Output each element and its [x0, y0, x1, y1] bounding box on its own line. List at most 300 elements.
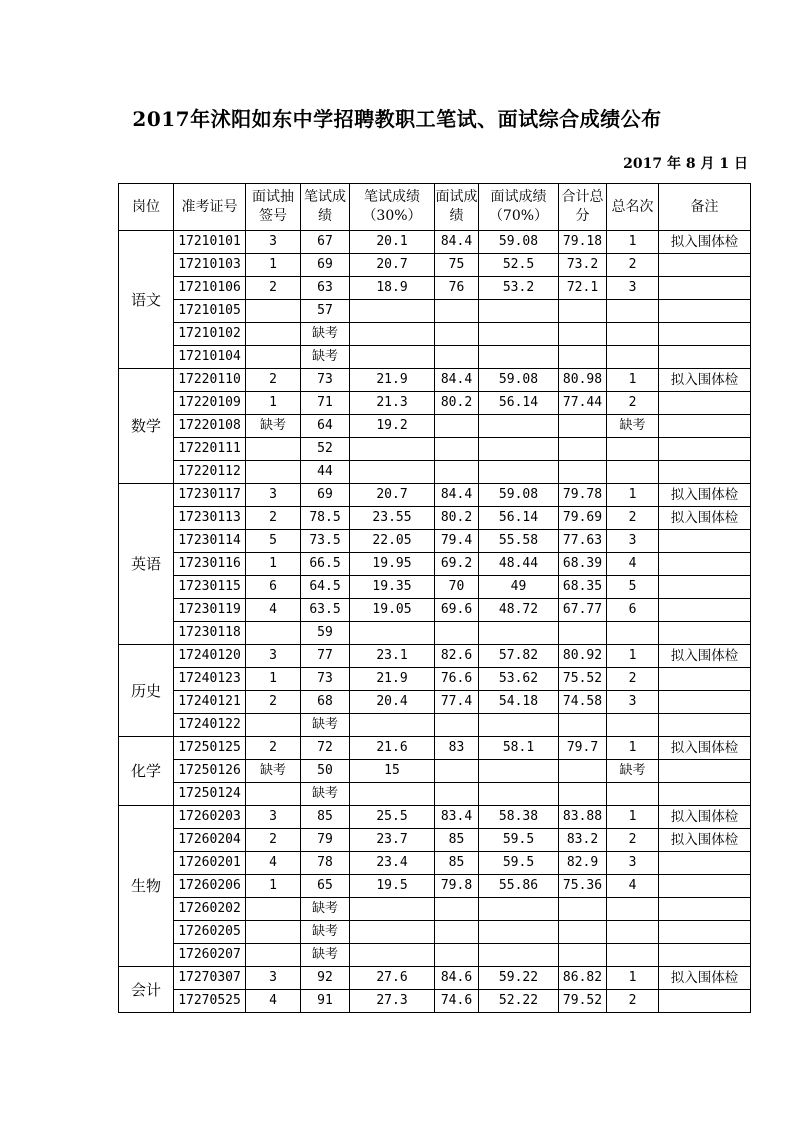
draw-number-cell: 2: [246, 277, 301, 300]
total-cell: [559, 438, 607, 461]
written-30-cell: [350, 783, 435, 806]
interview-70-cell: [479, 323, 559, 346]
exam-id-cell: 17250125: [174, 737, 246, 760]
draw-number-cell: 2: [246, 369, 301, 392]
table-row: [119, 507, 751, 530]
exam-id-cell: 17230114: [174, 530, 246, 553]
total-cell: [559, 714, 607, 737]
written-score-cell: 66.5: [301, 553, 350, 576]
col-header-written-score: 笔试成绩: [301, 184, 350, 231]
written-30-cell: 23.7: [350, 829, 435, 852]
table-row: [119, 300, 751, 323]
total-cell: 79.78: [559, 484, 607, 507]
col-header-remark: 备注: [659, 184, 751, 231]
exam-id-cell: 17250124: [174, 783, 246, 806]
rank-cell: 2: [607, 392, 659, 415]
interview-70-cell: [479, 415, 559, 438]
written-score-cell: 44: [301, 461, 350, 484]
remark-cell: 拟入围体检: [659, 967, 751, 990]
interview-70-cell: 49: [479, 576, 559, 599]
total-cell: [559, 415, 607, 438]
exam-id-cell: 17220111: [174, 438, 246, 461]
table-row: [119, 990, 751, 1013]
remark-cell: 拟入围体检: [659, 806, 751, 829]
post-cell: 英语: [119, 484, 174, 645]
rank-cell: [607, 944, 659, 967]
draw-number-cell: [246, 300, 301, 323]
interview-score-cell: 80.2: [435, 392, 479, 415]
remark-cell: [659, 346, 751, 369]
interview-70-cell: 58.1: [479, 737, 559, 760]
written-score-cell: 91: [301, 990, 350, 1013]
table-row: [119, 553, 751, 576]
interview-70-cell: 54.18: [479, 691, 559, 714]
written-30-cell: 21.9: [350, 668, 435, 691]
rank-cell: 2: [607, 990, 659, 1013]
written-score-cell: 78.5: [301, 507, 350, 530]
interview-70-cell: 59.08: [479, 231, 559, 254]
total-cell: 68.39: [559, 553, 607, 576]
rank-cell: 1: [607, 484, 659, 507]
total-cell: 75.52: [559, 668, 607, 691]
exam-id-cell: 17230115: [174, 576, 246, 599]
page-title: 2017年沭阳如东中学招聘教职工笔试、面试综合成绩公布: [132, 107, 662, 131]
written-30-cell: [350, 714, 435, 737]
exam-id-cell: 17270525: [174, 990, 246, 1013]
written-30-cell: 21.9: [350, 369, 435, 392]
col-header-rank: 总名次: [607, 184, 659, 231]
written-30-cell: 23.55: [350, 507, 435, 530]
rank-cell: 3: [607, 691, 659, 714]
interview-70-cell: 55.58: [479, 530, 559, 553]
draw-number-cell: 4: [246, 852, 301, 875]
total-cell: 80.98: [559, 369, 607, 392]
exam-id-cell: 17240122: [174, 714, 246, 737]
interview-score-cell: 83.4: [435, 806, 479, 829]
total-cell: [559, 622, 607, 645]
exam-id-cell: 17260207: [174, 944, 246, 967]
rank-cell: 2: [607, 829, 659, 852]
rank-cell: 2: [607, 507, 659, 530]
rank-cell: 缺考: [607, 760, 659, 783]
draw-number-cell: [246, 714, 301, 737]
remark-cell: [659, 691, 751, 714]
col-header-total: 合计总分: [559, 184, 607, 231]
draw-number-cell: 3: [246, 806, 301, 829]
draw-number-cell: 3: [246, 231, 301, 254]
interview-70-cell: 59.5: [479, 852, 559, 875]
rank-cell: 3: [607, 530, 659, 553]
table-row: [119, 829, 751, 852]
written-30-cell: 18.9: [350, 277, 435, 300]
table-row: [119, 737, 751, 760]
table-row: [119, 967, 751, 990]
draw-number-cell: [246, 346, 301, 369]
rank-cell: 1: [607, 806, 659, 829]
exam-id-cell: 17240121: [174, 691, 246, 714]
remark-cell: [659, 668, 751, 691]
remark-cell: [659, 254, 751, 277]
total-cell: 82.9: [559, 852, 607, 875]
total-cell: [559, 783, 607, 806]
interview-score-cell: [435, 415, 479, 438]
interview-score-cell: [435, 898, 479, 921]
post-cell: 化学: [119, 737, 174, 806]
total-cell: 79.7: [559, 737, 607, 760]
interview-70-cell: [479, 300, 559, 323]
rank-cell: 6: [607, 599, 659, 622]
written-score-cell: 52: [301, 438, 350, 461]
interview-70-cell: 58.38: [479, 806, 559, 829]
exam-id-cell: 17250126: [174, 760, 246, 783]
interview-score-cell: 69.6: [435, 599, 479, 622]
written-score-cell: 68: [301, 691, 350, 714]
written-score-cell: 77: [301, 645, 350, 668]
scores-table: [118, 183, 751, 1013]
remark-cell: [659, 622, 751, 645]
draw-number-cell: 4: [246, 990, 301, 1013]
interview-70-cell: 52.5: [479, 254, 559, 277]
total-cell: 67.77: [559, 599, 607, 622]
remark-cell: [659, 530, 751, 553]
written-score-cell: 57: [301, 300, 350, 323]
total-cell: 79.69: [559, 507, 607, 530]
exam-id-cell: 17260201: [174, 852, 246, 875]
written-30-cell: 19.5: [350, 875, 435, 898]
rank-cell: 3: [607, 277, 659, 300]
total-cell: 77.63: [559, 530, 607, 553]
interview-score-cell: 75: [435, 254, 479, 277]
col-header-written-30: 笔试成绩（30%）: [350, 184, 435, 231]
interview-score-cell: 85: [435, 852, 479, 875]
remark-cell: [659, 898, 751, 921]
written-score-cell: 71: [301, 392, 350, 415]
written-30-cell: 27.6: [350, 967, 435, 990]
interview-70-cell: [479, 944, 559, 967]
col-header-draw-number: 面试抽签号: [246, 184, 301, 231]
written-30-cell: [350, 346, 435, 369]
draw-number-cell: 1: [246, 553, 301, 576]
exam-id-cell: 17210105: [174, 300, 246, 323]
table-row: [119, 760, 751, 783]
rank-cell: 1: [607, 231, 659, 254]
total-cell: 86.82: [559, 967, 607, 990]
table-row: [119, 392, 751, 415]
interview-70-cell: 56.14: [479, 507, 559, 530]
table-row: [119, 484, 751, 507]
written-30-cell: 15: [350, 760, 435, 783]
written-score-cell: 50: [301, 760, 350, 783]
remark-cell: [659, 990, 751, 1013]
table-row: [119, 346, 751, 369]
total-cell: 79.52: [559, 990, 607, 1013]
remark-cell: 拟入围体检: [659, 369, 751, 392]
written-30-cell: 20.1: [350, 231, 435, 254]
written-score-cell: 缺考: [301, 898, 350, 921]
interview-70-cell: 59.22: [479, 967, 559, 990]
draw-number-cell: [246, 622, 301, 645]
rank-cell: 1: [607, 645, 659, 668]
table-row: [119, 944, 751, 967]
written-score-cell: 缺考: [301, 346, 350, 369]
rank-cell: [607, 622, 659, 645]
interview-70-cell: [479, 714, 559, 737]
written-score-cell: 72: [301, 737, 350, 760]
remark-cell: [659, 576, 751, 599]
exam-id-cell: 17220109: [174, 392, 246, 415]
table-row: [119, 415, 751, 438]
table-row: [119, 875, 751, 898]
written-30-cell: [350, 323, 435, 346]
exam-id-cell: 17260206: [174, 875, 246, 898]
interview-70-cell: 56.14: [479, 392, 559, 415]
interview-score-cell: [435, 944, 479, 967]
draw-number-cell: 缺考: [246, 415, 301, 438]
draw-number-cell: [246, 944, 301, 967]
post-cell: 数学: [119, 369, 174, 484]
post-cell: 生物: [119, 806, 174, 967]
written-score-cell: 64.5: [301, 576, 350, 599]
exam-id-cell: 17260205: [174, 921, 246, 944]
interview-score-cell: [435, 622, 479, 645]
written-score-cell: 63.5: [301, 599, 350, 622]
interview-70-cell: 48.44: [479, 553, 559, 576]
interview-score-cell: 84.4: [435, 369, 479, 392]
interview-score-cell: 74.6: [435, 990, 479, 1013]
written-score-cell: 85: [301, 806, 350, 829]
rank-cell: [607, 461, 659, 484]
table-row: [119, 806, 751, 829]
rank-cell: 4: [607, 553, 659, 576]
draw-number-cell: 3: [246, 645, 301, 668]
total-cell: 77.44: [559, 392, 607, 415]
rank-cell: [607, 346, 659, 369]
interview-score-cell: [435, 783, 479, 806]
table-row: [119, 668, 751, 691]
total-cell: 73.2: [559, 254, 607, 277]
table-row: [119, 438, 751, 461]
written-30-cell: [350, 898, 435, 921]
table-row: [119, 599, 751, 622]
total-cell: 83.88: [559, 806, 607, 829]
interview-70-cell: 53.62: [479, 668, 559, 691]
interview-score-cell: [435, 714, 479, 737]
written-score-cell: 缺考: [301, 323, 350, 346]
written-30-cell: 20.7: [350, 484, 435, 507]
interview-score-cell: 84.6: [435, 967, 479, 990]
interview-score-cell: 76.6: [435, 668, 479, 691]
written-30-cell: 19.35: [350, 576, 435, 599]
draw-number-cell: 5: [246, 530, 301, 553]
interview-70-cell: [479, 783, 559, 806]
interview-score-cell: [435, 760, 479, 783]
draw-number-cell: 2: [246, 737, 301, 760]
written-30-cell: 20.4: [350, 691, 435, 714]
written-30-cell: 23.1: [350, 645, 435, 668]
total-cell: [559, 921, 607, 944]
written-score-cell: 78: [301, 852, 350, 875]
scores-body: [119, 231, 751, 1013]
table-row: [119, 622, 751, 645]
written-score-cell: 73: [301, 369, 350, 392]
rank-cell: [607, 438, 659, 461]
total-cell: 80.92: [559, 645, 607, 668]
draw-number-cell: [246, 783, 301, 806]
interview-score-cell: 69.2: [435, 553, 479, 576]
publish-date: 2017 年 8 月 1 日: [623, 156, 748, 172]
written-30-cell: 21.3: [350, 392, 435, 415]
post-cell: 历史: [119, 645, 174, 737]
remark-cell: 拟入围体检: [659, 507, 751, 530]
interview-70-cell: [479, 461, 559, 484]
remark-cell: [659, 392, 751, 415]
written-30-cell: [350, 921, 435, 944]
interview-score-cell: 84.4: [435, 231, 479, 254]
header-row: [119, 184, 751, 231]
written-30-cell: 27.3: [350, 990, 435, 1013]
interview-70-cell: [479, 921, 559, 944]
interview-score-cell: 76: [435, 277, 479, 300]
exam-id-cell: 17260204: [174, 829, 246, 852]
written-score-cell: 79: [301, 829, 350, 852]
post-cell: 会计: [119, 967, 174, 1013]
interview-70-cell: 59.08: [479, 484, 559, 507]
interview-score-cell: 70: [435, 576, 479, 599]
remark-cell: [659, 553, 751, 576]
written-score-cell: 65: [301, 875, 350, 898]
written-30-cell: [350, 622, 435, 645]
table-row: [119, 576, 751, 599]
interview-70-cell: 59.5: [479, 829, 559, 852]
rank-cell: 缺考: [607, 415, 659, 438]
table-row: [119, 323, 751, 346]
draw-number-cell: [246, 438, 301, 461]
draw-number-cell: [246, 461, 301, 484]
written-score-cell: 64: [301, 415, 350, 438]
written-30-cell: 20.7: [350, 254, 435, 277]
exam-id-cell: 17210104: [174, 346, 246, 369]
remark-cell: 拟入围体检: [659, 737, 751, 760]
rank-cell: 1: [607, 967, 659, 990]
table-row: [119, 254, 751, 277]
remark-cell: [659, 461, 751, 484]
remark-cell: 拟入围体检: [659, 829, 751, 852]
written-score-cell: 67: [301, 231, 350, 254]
rank-cell: [607, 783, 659, 806]
draw-number-cell: 4: [246, 599, 301, 622]
interview-score-cell: 77.4: [435, 691, 479, 714]
total-cell: 74.58: [559, 691, 607, 714]
rank-cell: 1: [607, 737, 659, 760]
total-cell: 72.1: [559, 277, 607, 300]
interview-70-cell: 59.08: [479, 369, 559, 392]
remark-cell: [659, 277, 751, 300]
remark-cell: [659, 875, 751, 898]
total-cell: [559, 461, 607, 484]
exam-id-cell: 17230118: [174, 622, 246, 645]
written-score-cell: 缺考: [301, 944, 350, 967]
exam-id-cell: 17270307: [174, 967, 246, 990]
interview-70-cell: 52.22: [479, 990, 559, 1013]
interview-score-cell: 84.4: [435, 484, 479, 507]
total-cell: 68.35: [559, 576, 607, 599]
exam-id-cell: 17230117: [174, 484, 246, 507]
written-30-cell: [350, 461, 435, 484]
remark-cell: [659, 760, 751, 783]
rank-cell: [607, 300, 659, 323]
rank-cell: [607, 898, 659, 921]
exam-id-cell: 17210102: [174, 323, 246, 346]
remark-cell: [659, 852, 751, 875]
rank-cell: 5: [607, 576, 659, 599]
interview-70-cell: 57.82: [479, 645, 559, 668]
draw-number-cell: 1: [246, 668, 301, 691]
remark-cell: [659, 599, 751, 622]
table-row: [119, 231, 751, 254]
interview-score-cell: 85: [435, 829, 479, 852]
table-row: [119, 691, 751, 714]
table-row: [119, 921, 751, 944]
written-30-cell: 19.95: [350, 553, 435, 576]
written-30-cell: [350, 438, 435, 461]
written-30-cell: 21.6: [350, 737, 435, 760]
total-cell: 75.36: [559, 875, 607, 898]
interview-score-cell: 80.2: [435, 507, 479, 530]
written-score-cell: 73: [301, 668, 350, 691]
rank-cell: 3: [607, 852, 659, 875]
exam-id-cell: 17230119: [174, 599, 246, 622]
interview-70-cell: 53.2: [479, 277, 559, 300]
interview-score-cell: 79.4: [435, 530, 479, 553]
interview-score-cell: [435, 438, 479, 461]
draw-number-cell: 3: [246, 484, 301, 507]
draw-number-cell: 缺考: [246, 760, 301, 783]
interview-70-cell: 48.72: [479, 599, 559, 622]
written-score-cell: 73.5: [301, 530, 350, 553]
interview-score-cell: [435, 346, 479, 369]
exam-id-cell: 17220110: [174, 369, 246, 392]
exam-id-cell: 17220108: [174, 415, 246, 438]
col-header-exam-id: 准考证号: [174, 184, 246, 231]
written-30-cell: 19.2: [350, 415, 435, 438]
rank-cell: [607, 921, 659, 944]
written-score-cell: 63: [301, 277, 350, 300]
draw-number-cell: [246, 323, 301, 346]
draw-number-cell: 2: [246, 507, 301, 530]
table-row: [119, 852, 751, 875]
table-row: [119, 277, 751, 300]
remark-cell: [659, 921, 751, 944]
total-cell: 83.2: [559, 829, 607, 852]
written-score-cell: 92: [301, 967, 350, 990]
table-row: [119, 369, 751, 392]
col-header-interview-score: 面试成绩: [435, 184, 479, 231]
exam-id-cell: 17210106: [174, 277, 246, 300]
draw-number-cell: [246, 921, 301, 944]
remark-cell: [659, 323, 751, 346]
exam-id-cell: 17210101: [174, 231, 246, 254]
total-cell: [559, 346, 607, 369]
written-30-cell: [350, 944, 435, 967]
rank-cell: 2: [607, 254, 659, 277]
remark-cell: [659, 944, 751, 967]
interview-score-cell: 79.8: [435, 875, 479, 898]
remark-cell: [659, 300, 751, 323]
post-cell: 语文: [119, 231, 174, 369]
interview-70-cell: [479, 898, 559, 921]
exam-id-cell: 17210103: [174, 254, 246, 277]
remark-cell: 拟入围体检: [659, 231, 751, 254]
